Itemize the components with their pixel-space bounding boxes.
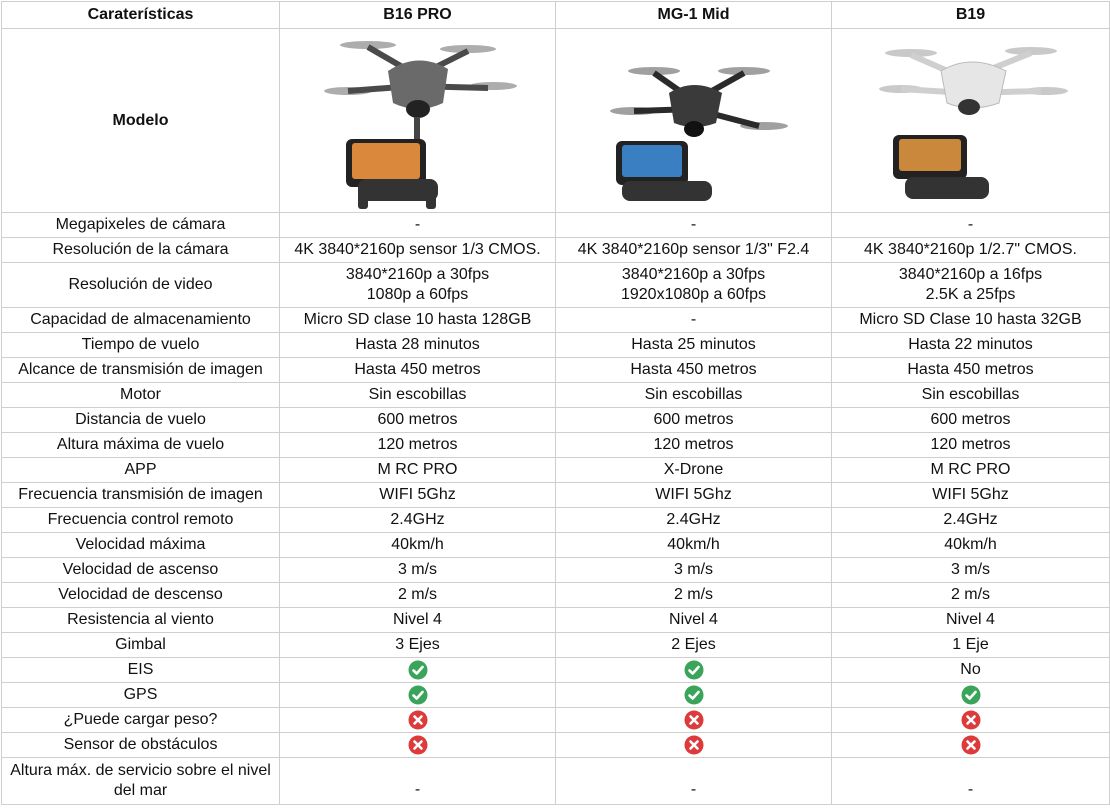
table-row xyxy=(2,213,1110,238)
check-icon xyxy=(684,660,704,680)
table-cell: Hasta 450 metros xyxy=(280,358,556,383)
check-icon xyxy=(961,685,981,705)
table-row xyxy=(2,263,1110,308)
table-row xyxy=(2,658,1110,683)
table-cell: 2 m/s xyxy=(280,583,556,608)
table-cell: 2.4GHz xyxy=(832,508,1110,533)
comparison-table xyxy=(1,1,1110,805)
row-label: Tiempo de vuelo xyxy=(2,333,280,358)
cross-icon xyxy=(684,735,704,755)
row-label: EIS xyxy=(2,658,280,683)
table-cell: Micro SD clase 10 hasta 128GB xyxy=(280,308,556,333)
table-cell: 3 m/s xyxy=(556,558,832,583)
table-row xyxy=(2,333,1110,358)
header-features: Caraterísticas xyxy=(2,2,280,29)
table-cell: - xyxy=(556,758,832,805)
table-cell: 40km/h xyxy=(280,533,556,558)
table-cell: 120 metros xyxy=(280,433,556,458)
table-cell: WIFI 5Ghz xyxy=(556,483,832,508)
table-cell: M RC PRO xyxy=(832,458,1110,483)
table-cell xyxy=(280,708,556,733)
row-label: Frecuencia transmisión de imagen xyxy=(2,483,280,508)
check-icon xyxy=(408,660,428,680)
cell-line: 2.5K a 25fps xyxy=(925,286,1016,303)
row-label: ¿Puede cargar peso? xyxy=(2,708,280,733)
table-row xyxy=(2,458,1110,483)
cell-line: 1920x1080p a 60fps xyxy=(620,286,766,303)
table-cell xyxy=(280,658,556,683)
table-cell: 2.4GHz xyxy=(280,508,556,533)
table-cell: 2.4GHz xyxy=(556,508,832,533)
table-cell: Sin escobillas xyxy=(556,383,832,408)
table-cell: Nivel 4 xyxy=(832,608,1110,633)
drone-image-cell xyxy=(556,29,832,213)
table-row xyxy=(2,708,1110,733)
cell-line: 3840*2160p a 30fps xyxy=(621,266,766,283)
row-label: Resolución de video xyxy=(2,263,280,308)
header-product: B16 PRO xyxy=(280,2,556,29)
table-cell: WIFI 5Ghz xyxy=(280,483,556,508)
cross-icon xyxy=(408,710,428,730)
table-cell: - xyxy=(280,758,556,805)
model-label: Modelo xyxy=(2,29,280,213)
table-row xyxy=(2,608,1110,633)
table-cell: 4K 3840*2160p sensor 1/3 CMOS. xyxy=(280,238,556,263)
drone-image-cell xyxy=(832,29,1110,213)
row-label: Capacidad de almacenamiento xyxy=(2,308,280,333)
row-label: Sensor de obstáculos xyxy=(2,733,280,758)
cross-icon xyxy=(684,710,704,730)
table-cell: Nivel 4 xyxy=(280,608,556,633)
table-cell xyxy=(556,683,832,708)
table-cell: 2 m/s xyxy=(556,583,832,608)
table-row xyxy=(2,733,1110,758)
table-cell: 3 m/s xyxy=(832,558,1110,583)
table-cell: No xyxy=(832,658,1110,683)
table-row xyxy=(2,633,1110,658)
cell-line: 1080p a 60fps xyxy=(366,286,469,303)
table-cell: 2 Ejes xyxy=(556,633,832,658)
header-row xyxy=(2,2,1110,29)
row-label: Velocidad de descenso xyxy=(2,583,280,608)
table-row xyxy=(2,383,1110,408)
table-row xyxy=(2,308,1110,333)
table-cell: 3 Ejes xyxy=(280,633,556,658)
header-product: MG-1 Mid xyxy=(556,2,832,29)
table-cell xyxy=(832,708,1110,733)
table-cell: - xyxy=(556,308,832,333)
drone-b16pro-image xyxy=(318,31,518,211)
table-cell: 600 metros xyxy=(280,408,556,433)
table-cell: X-Drone xyxy=(556,458,832,483)
table-cell: Hasta 25 minutos xyxy=(556,333,832,358)
row-label: Resolución de la cámara xyxy=(2,238,280,263)
table-cell xyxy=(280,263,556,308)
table-cell xyxy=(280,733,556,758)
drone-mg1mid-image xyxy=(594,31,794,211)
cell-line: 3840*2160p a 16fps xyxy=(898,266,1043,283)
table-cell xyxy=(832,733,1110,758)
row-label: Resistencia al viento xyxy=(2,608,280,633)
table-cell: - xyxy=(556,213,832,238)
table-cell: 120 metros xyxy=(556,433,832,458)
table-row xyxy=(2,408,1110,433)
table-cell: Hasta 22 minutos xyxy=(832,333,1110,358)
table-cell: WIFI 5Ghz xyxy=(832,483,1110,508)
row-label: Frecuencia control remoto xyxy=(2,508,280,533)
row-label: Motor xyxy=(2,383,280,408)
table-row xyxy=(2,238,1110,263)
table-cell: 4K 3840*2160p 1/2.7" CMOS. xyxy=(832,238,1110,263)
table-cell: Sin escobillas xyxy=(280,383,556,408)
table-cell: 1 Eje xyxy=(832,633,1110,658)
table-cell: - xyxy=(280,213,556,238)
table-cell xyxy=(832,683,1110,708)
table-row xyxy=(2,683,1110,708)
row-label: Alcance de transmisión de imagen xyxy=(2,358,280,383)
table-cell: - xyxy=(832,213,1110,238)
cross-icon xyxy=(961,735,981,755)
row-label: Megapixeles de cámara xyxy=(2,213,280,238)
table-cell xyxy=(556,733,832,758)
row-label: Altura máxima de vuelo xyxy=(2,433,280,458)
table-cell: 4K 3840*2160p sensor 1/3" F2.4 xyxy=(556,238,832,263)
table-cell: M RC PRO xyxy=(280,458,556,483)
table-cell: Hasta 450 metros xyxy=(556,358,832,383)
table-cell xyxy=(556,263,832,308)
model-row xyxy=(2,29,1110,213)
check-icon xyxy=(408,685,428,705)
table-cell: Sin escobillas xyxy=(832,383,1110,408)
table-cell: Hasta 450 metros xyxy=(832,358,1110,383)
table-cell: Hasta 28 minutos xyxy=(280,333,556,358)
row-label: APP xyxy=(2,458,280,483)
table-cell xyxy=(280,683,556,708)
table-cell: Nivel 4 xyxy=(556,608,832,633)
table-row xyxy=(2,483,1110,508)
table-cell: Micro SD Clase 10 hasta 32GB xyxy=(832,308,1110,333)
table-cell: 2 m/s xyxy=(832,583,1110,608)
row-label: GPS xyxy=(2,683,280,708)
table-cell xyxy=(556,708,832,733)
table-cell: 3 m/s xyxy=(280,558,556,583)
table-row xyxy=(2,433,1110,458)
table-row xyxy=(2,533,1110,558)
table-row xyxy=(2,558,1110,583)
table-cell: - xyxy=(832,758,1110,805)
check-icon xyxy=(684,685,704,705)
table-row xyxy=(2,508,1110,533)
drone-image-cell xyxy=(280,29,556,213)
table-row xyxy=(2,758,1110,805)
table-row xyxy=(2,358,1110,383)
table-cell xyxy=(832,263,1110,308)
row-label: Velocidad de ascenso xyxy=(2,558,280,583)
row-label: Velocidad máxima xyxy=(2,533,280,558)
row-label: Distancia de vuelo xyxy=(2,408,280,433)
table-cell xyxy=(556,658,832,683)
header-product: B19 xyxy=(832,2,1110,29)
row-label: Altura máx. de servicio sobre el nivel del mar xyxy=(2,758,280,805)
table-row xyxy=(2,583,1110,608)
cross-icon xyxy=(961,710,981,730)
drone-b19-image xyxy=(871,31,1071,211)
row-label: Gimbal xyxy=(2,633,280,658)
table-cell: 600 metros xyxy=(556,408,832,433)
table-cell: 120 metros xyxy=(832,433,1110,458)
table-cell: 40km/h xyxy=(832,533,1110,558)
cell-line: 3840*2160p a 30fps xyxy=(345,266,490,283)
table-cell: 40km/h xyxy=(556,533,832,558)
cross-icon xyxy=(408,735,428,755)
table-cell: 600 metros xyxy=(832,408,1110,433)
